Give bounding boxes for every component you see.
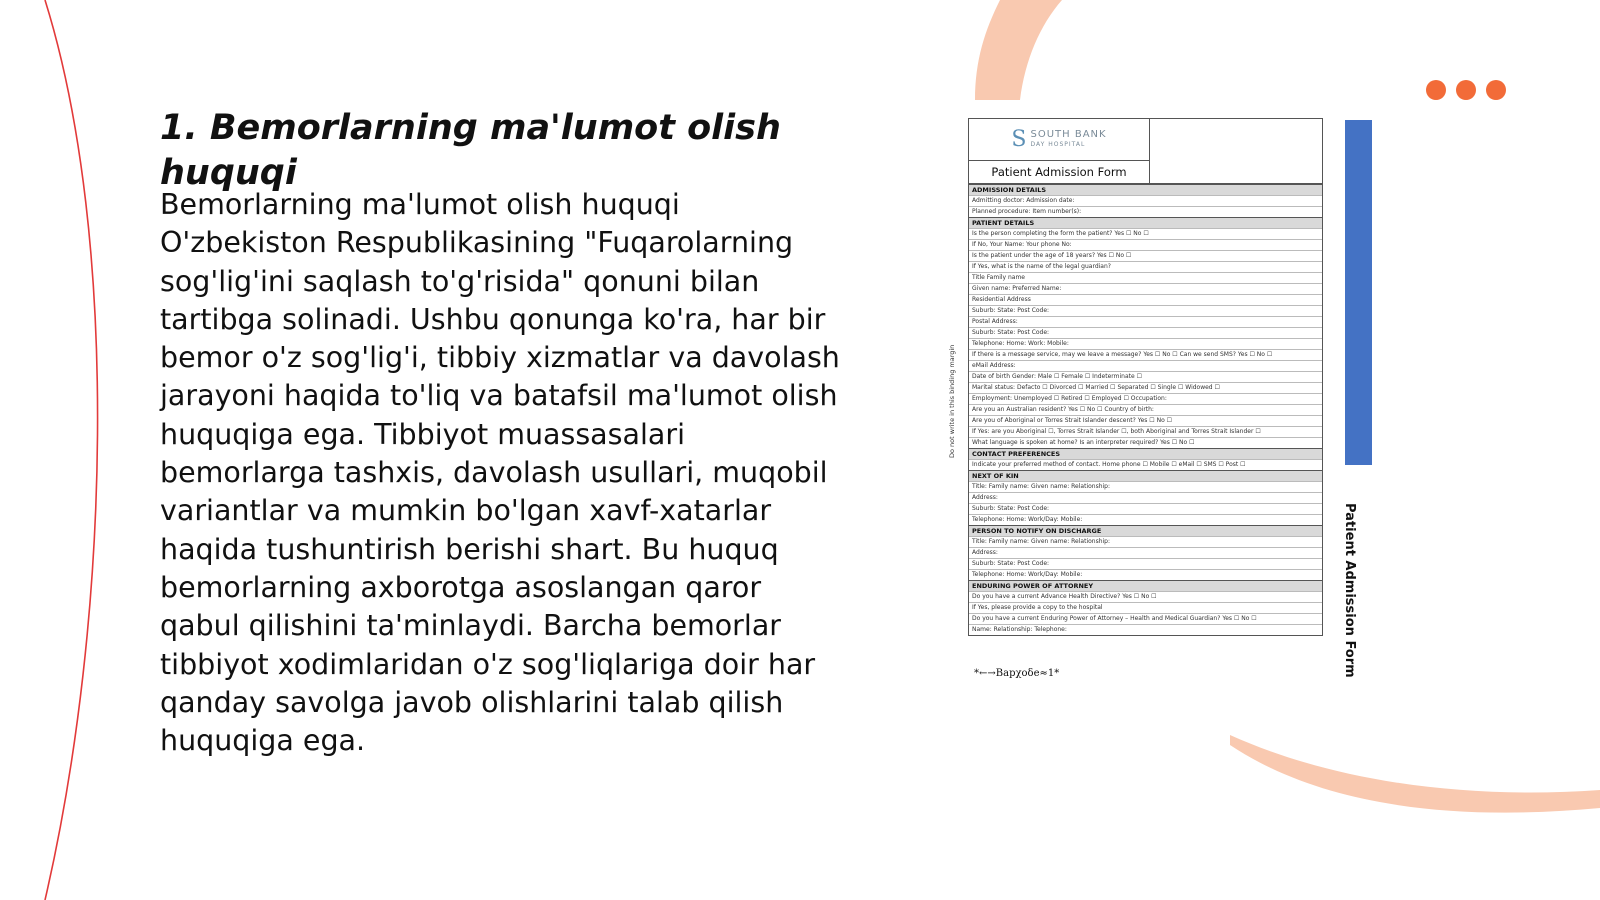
form-row: Address: [969, 492, 1322, 503]
form-title: Patient Admission Form [969, 160, 1149, 183]
form-row: Are you of Aboriginal or Torres Strait Islander descent? Yes ☐ No ☐ [969, 415, 1322, 426]
form-row: Suburb: State: Post Code: [969, 305, 1322, 316]
form-sections [969, 184, 1322, 635]
form-row: If Yes: are you Aboriginal ☐, Torres Strait Islander ☐, both Aboriginal and Torres Strait Islander ☐ [969, 426, 1322, 437]
form-section-heading: ADMISSION DETAILS [969, 184, 1322, 195]
blue-side-tab [1345, 120, 1372, 465]
logo-text-sub: DAY HOSPITAL [1030, 140, 1086, 148]
form-section-heading: ENDURING POWER OF ATTORNEY [969, 580, 1322, 591]
form-side-title: Patient Admission Form [1342, 503, 1357, 678]
form-row: Is the patient under the age of 18 years? Yes ☐ No ☐ [969, 250, 1322, 261]
form-row: Title: Family name: Given name: Relationship: [969, 536, 1322, 547]
form-document [968, 118, 1323, 636]
form-row: What language is spoken at home? Is an interpreter required? Yes ☐ No ☐ [969, 437, 1322, 448]
form-row: Are you an Australian resident? Yes ☐ No ☐ Country of birth: [969, 404, 1322, 415]
form-row: Do you have a current Advance Health Directive? Yes ☐ No ☐ [969, 591, 1322, 602]
red-curve-line [45, 0, 98, 900]
dot-1 [1426, 80, 1446, 100]
form-row: Suburb: State: Post Code: [969, 327, 1322, 338]
form-row: Name: Relationship: Telephone: [969, 624, 1322, 635]
binding-margin-note: Do not write in this binding margin [948, 344, 956, 458]
form-row: Residential Address [969, 294, 1322, 305]
logo-icon: S [1011, 127, 1027, 152]
form-row: If No, Your Name: Your phone No: [969, 239, 1322, 250]
form-row: Is the person completing the form the patient? Yes ☐ No ☐ [969, 228, 1322, 239]
form-row: Given name: Preferred Name: [969, 283, 1322, 294]
form-row: Title: Family name: Given name: Relationship: [969, 481, 1322, 492]
bottom-arc-decoration [1230, 735, 1600, 813]
barcode: *←→Bapχoδe≈1* [974, 668, 1060, 679]
hospital-logo [969, 119, 1149, 160]
form-header [969, 119, 1322, 184]
patient-admission-form-image [948, 118, 1380, 698]
form-row: Suburb: State: Post Code: [969, 558, 1322, 569]
form-row: Indicate your preferred method of contact. Home phone ☐ Mobile ☐ eMail ☐ SMS ☐ Post ☐ [969, 459, 1322, 470]
dot-3 [1486, 80, 1506, 100]
form-section-heading: PERSON TO NOTIFY ON DISCHARGE [969, 525, 1322, 536]
form-row: Telephone: Home: Work/Day: Mobile: [969, 514, 1322, 525]
slide-body-text: Bemorlarning ma'lumot olish huquqi O'zbekiston Respublikasining "Fuqarolarning sog'lig'ini saqlash to'g'risida" qonuni bilan tartibga solinadi. Ushbu qonunga ko'ra, har bir bemor o'z sog'lig'i, tibbiy xizmatlar va davolash jarayoni haqida to'liq va batafsil ma'lumot olish huquqiga ega. Tibbiyot muassasalari bemorlarga tashxis, davolash usullari, muqobil variantlar va mumkin bo'lgan xavf-xatarlar haqida tushuntirish berishi shart. Bu huquq bemorlarning axborotga asoslangan qaror qabul qilishini ta'minlaydi. Barcha bemorlar tibbiyot xodimlaridan o'z sog'liqlariga doir har qanday savolga javob olishlarini talab qilish huquqiga ega. [160, 188, 840, 758]
form-row: Do you have a current Enduring Power of Attorney – Health and Medical Guardian? Yes ☐ No ☐ [969, 613, 1322, 624]
form-section-heading: NEXT OF KIN [969, 470, 1322, 481]
form-row: If Yes, please provide a copy to the hospital [969, 602, 1322, 613]
form-row: Date of birth Gender: Male ☐ Female ☐ Indeterminate ☐ [969, 371, 1322, 382]
form-row: eMail Address: [969, 360, 1322, 371]
form-row: Postal Address: [969, 316, 1322, 327]
form-row: Telephone: Home: Work/Day: Mobile: [969, 569, 1322, 580]
logo-text-main: SOUTH BANK [1030, 128, 1107, 140]
form-section-heading: PATIENT DETAILS [969, 217, 1322, 228]
form-row: If there is a message service, may we leave a message? Yes ☐ No ☐ Can we send SMS? Yes ☐ No ☐ [969, 349, 1322, 360]
form-row: If Yes, what is the name of the legal guardian? [969, 261, 1322, 272]
slide-title: 1. Bemorlarning ma'lumot olish huquqi [160, 108, 781, 193]
form-section-heading: CONTACT PREFERENCES [969, 448, 1322, 459]
form-row: Planned procedure: Item number(s): [969, 206, 1322, 217]
form-row: Address: [969, 547, 1322, 558]
dots-decoration [1426, 80, 1506, 100]
form-row: Admitting doctor: Admission date: [969, 195, 1322, 206]
dot-2 [1456, 80, 1476, 100]
form-row: Title Family name [969, 272, 1322, 283]
form-row: Telephone: Home: Work: Mobile: [969, 338, 1322, 349]
top-arc-decoration [975, 0, 1062, 100]
form-row: Marital status: Defacto ☐ Divorced ☐ Married ☐ Separated ☐ Single ☐ Widowed ☐ [969, 382, 1322, 393]
form-row: Employment: Unemployed ☐ Retired ☐ Employed ☐ Occupation: [969, 393, 1322, 404]
form-row: Suburb: State: Post Code: [969, 503, 1322, 514]
